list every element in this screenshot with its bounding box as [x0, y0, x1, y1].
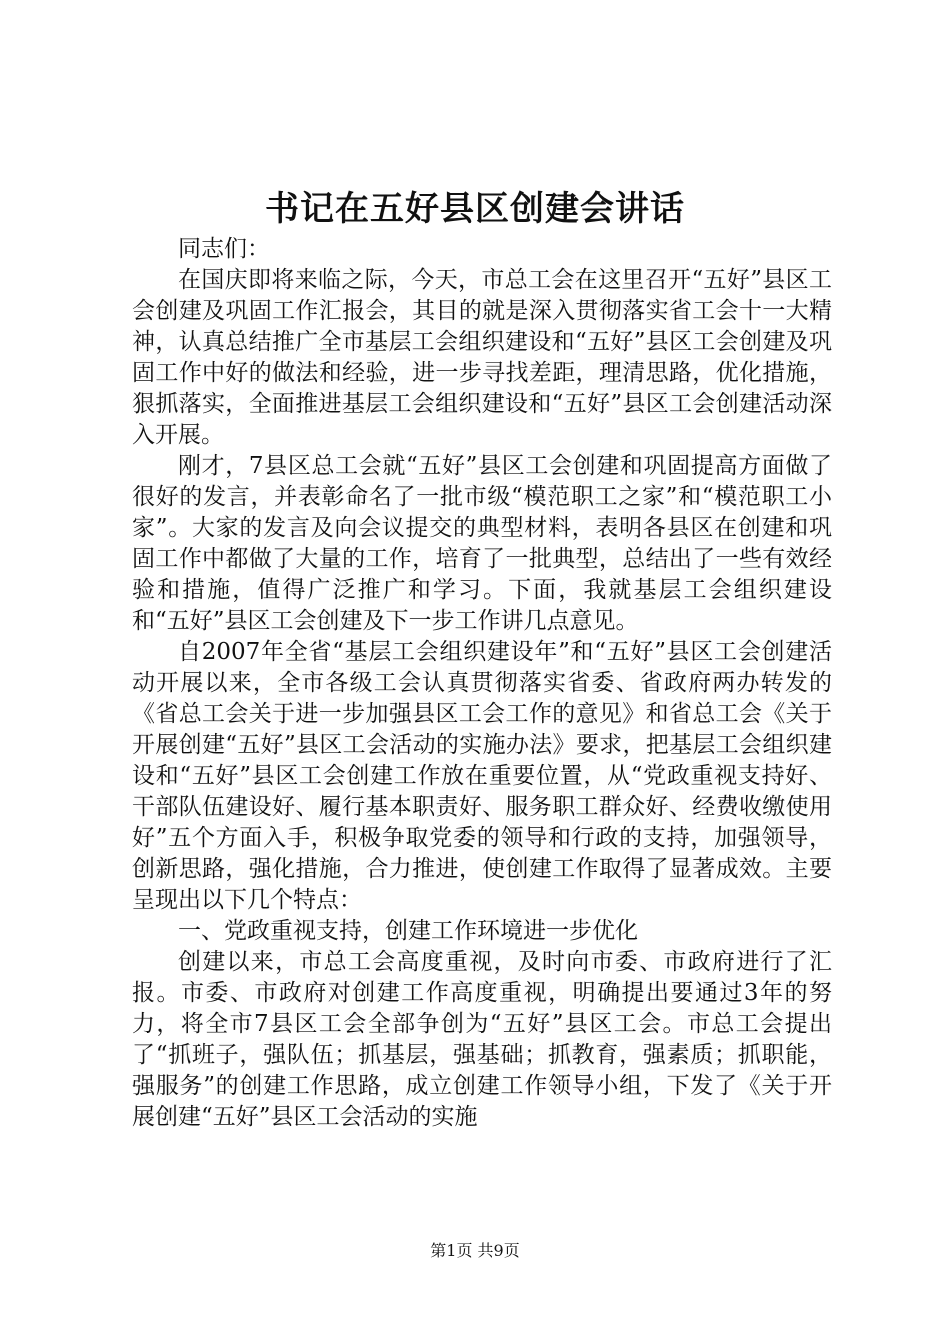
document-title: 书记在五好县区创建会讲话	[265, 189, 685, 229]
body-paragraph: 创建以来，市总工会高度重视，及时向市委、市政府进行了汇报。市委、市政府对创建工作高度重视，明确提出要通过3年的努力，将全市7县区工会全部争创为“五好”县区工会。市总工会提出了“抓班子，强队伍；抓基层，强基础；抓教育，强素质；抓职能，强服务”的创建工作思路，成立创建工作领导小组，下发了《关于开展创建“五好”县区工会活动的实施	[132, 949, 832, 1130]
body-paragraph: 自2007年全省“基层工会组织建设年”和“五好”县区工会创建活动开展以来，全市各级工会认真贯彻落实省委、省政府两办转发的《省总工会关于进一步加强县区工会工作的意见》和省总工会《关于开展创建“五好”县区工会活动的实施办法》要求，把基层工会组织建设和“五好”县区工会创建工作放在重要位置，从“党政重视支持好、干部队伍建设好、履行基本职责好、服务职工群众好、经费收缴使用好”五个方面入手，积极争取党委的领导和行政的支持，加强领导，创新思路，强化措施，合力推进，使创建工作取得了显著成效。主要呈现出以下几个特点：	[132, 639, 832, 913]
body-paragraph: 在国庆即将来临之际，今天，市总工会在这里召开“五好”县区工会创建及巩固工作汇报会，其目的就是深入贯彻落实省工会十一大精神，认真总结推广全市基层工会组织建设和“五好”县区工会创建及巩固工作中好的做法和经验，进一步寻找差距，理清思路，优化措施，狠抓落实，全面推进基层工会组织建设和“五好”县区工会创建活动深入开展。	[132, 267, 832, 448]
page-footer: 第1页 共9页	[430, 1241, 520, 1260]
body-paragraph: 刚才，7县区总工会就“五好”县区工会创建和巩固提高方面做了很好的发言，并表彰命名了一批市级“模范职工之家”和“模范职工小家”。大家的发言及向会议提交的典型材料，表明各县区在创建和巩固工作中都做了大量的工作，培育了一批典型，总结出了一些有效经验和措施，值得广泛推广和学习。下面，我就基层工会组织建设和“五好”县区工会创建及下一步工作讲几点意见。	[132, 453, 832, 634]
salutation-paragraph: 同志们：	[178, 236, 270, 262]
document-body	[132, 234, 832, 1133]
section-heading: 一、党政重视支持，创建工作环境进一步优化	[178, 918, 638, 944]
